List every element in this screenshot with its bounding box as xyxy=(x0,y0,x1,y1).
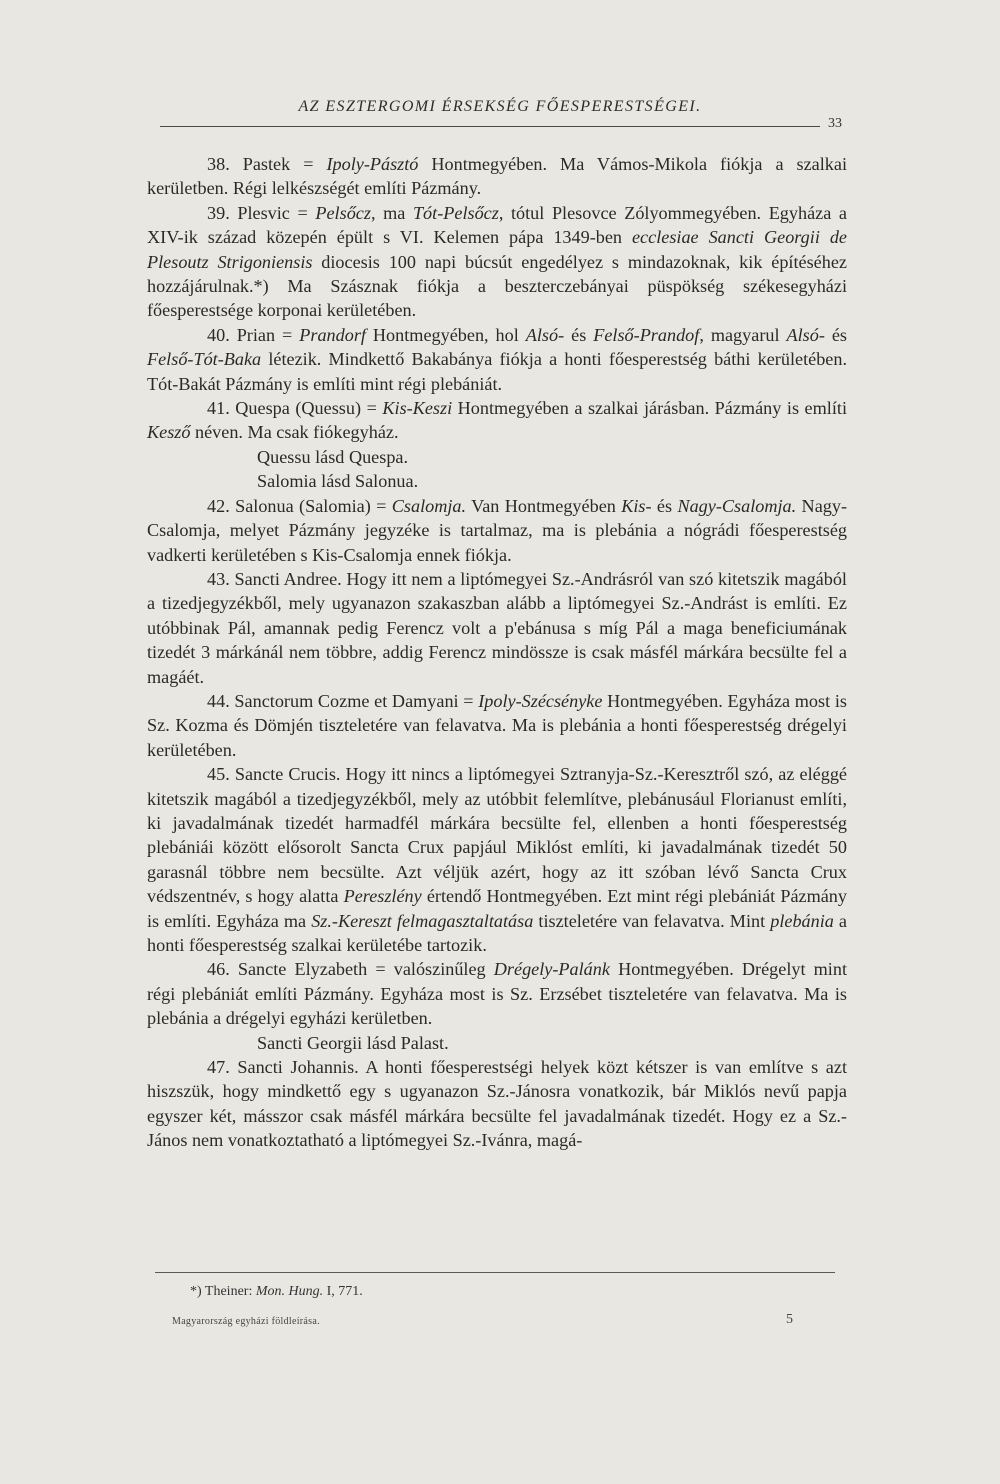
entry-paragraph xyxy=(147,1055,847,1153)
text-run: 40. Prian = xyxy=(207,324,300,345)
text-run: 41. Quespa (Quessu) = xyxy=(207,398,383,419)
entry-paragraph xyxy=(147,689,847,762)
italic-term: Kesző xyxy=(147,422,191,443)
italic-term: Nagy-Csalomja. xyxy=(677,495,797,516)
italic-term: Sz.-Kereszt felmagasztaltatása xyxy=(311,910,534,931)
text-run: Hontmegyében, hol xyxy=(365,324,526,345)
entry-paragraph xyxy=(147,201,847,323)
italic-term: Felső-Prandof xyxy=(593,324,700,345)
page-number: 33 xyxy=(828,116,842,131)
text-run: értendő Hontmegyében. Ezt mint régi plebániát Pázmány is említi. Egyháza ma xyxy=(147,886,847,931)
footnote-rest: I, 771. xyxy=(323,1284,363,1299)
text-run: 43. Sancti Andree. Hogy itt nem a liptómegyei Sz.-Andrásról van szó kitetszik magából a tizedjegyzékből, mely ugyanazon szakaszban alább a liptómegyei Sz.-Andrást is említi. Ez utóbbinak Pál, amannak pedig Ferencz volt a p'ebánusa s míg Pál a maga beneficiumának tizedét 3 márkánál nem többre, addig Ferencz mindössze is csak másfél márkára becsülte fel a magáét. xyxy=(147,568,847,687)
signature-number: 5 xyxy=(786,1312,793,1327)
text-run: 46. Sancte Elyzabeth = valószinűleg xyxy=(207,959,494,980)
text-run: 38. Pastek = xyxy=(207,154,327,174)
italic-term: plebánia xyxy=(770,910,834,931)
text-run: 42. Salonua (Salomia) = xyxy=(207,495,392,516)
text-run: Hontmegyében a szalkai járásban. Pázmány is említi xyxy=(452,398,847,419)
entry-paragraph xyxy=(147,957,847,1030)
text-run: 45. Sancte Crucis. Hogy itt nincs a liptómegyei Sztranyja-Sz.-Keresztről szó, az eléggé kitetszik magából a tizedjegyzékből, mely az utóbbit felemlítve, plebánusául Florianust említi, ki javadalmának tizedét harmadfél márkára becsülte fel, ellenben a honti főesperestség plebániái között elősorolt Sancta Crux papjául Miklóst említi, ki javadalmának tizedét 50 garasnál többre nem becsülte. Azt véljük azért, hogy az itt szóban lévő Sancta Crux védszentnév, s hogy alatta xyxy=(147,764,847,907)
text-run: Hontmegyében. Egyháza most is Sz. Kozma és Dömjén tiszteletére van felavatva. Ma is plebánia a honti főesperestség drégelyi kerületében. xyxy=(147,690,847,760)
text-run: , ma xyxy=(370,202,413,223)
italic-term: Pereszlény xyxy=(343,886,422,907)
footnote-rule xyxy=(155,1272,835,1273)
text-run: Hontmegyében. Ma Vámos-Mikola fiókja a szalkai kerületben. Régi lelkészségét említi Pázmány. xyxy=(147,154,848,199)
italic-term: Ipoly-Pásztó xyxy=(326,154,419,174)
entry-paragraph xyxy=(147,323,847,396)
text-run: Quessu lásd Quespa. xyxy=(257,446,409,467)
text-run: Van Hontmegyében xyxy=(466,495,622,516)
italic-term: Csalomja. xyxy=(391,495,467,516)
text-run: diocesis 100 napi búcsút engedélyez s mindazoknak, kik építéséhez hozzájárulnak.*) Ma Szásznak fiókja a beszterczebányai püspökség székesegyházi főesperestsége korponai kerületében. xyxy=(147,251,847,321)
text-run: Hontmegyében. Drégelyt mint régi plebániát említi Pázmány. Egyháza most is Sz. Erzsébet tiszteletére van felavatva. Ma is plebánia a drégelyi egyházi kerületben. xyxy=(147,959,848,1029)
italic-term: Pelsőcz xyxy=(315,202,371,223)
italic-term: Kis-Keszi xyxy=(382,398,453,419)
entry-paragraph xyxy=(147,152,847,201)
text-run: , tótul Plesovce Zólyommegyében. Egyháza a XIV-ik század közepén épült s VI. Kelemen pápa 1349-ben xyxy=(147,202,847,248)
text-run: néven. Ma csak fiókegyház. xyxy=(190,422,399,443)
text-run: Nagy-Csalomja, melyet Pázmány jegyzéke is tartalmaz, ma is plebánia a nógrádi főesperestség vadkerti kerületében s Kis-Csalomja ennek fiókja. xyxy=(147,495,848,565)
cross-reference xyxy=(147,1031,847,1055)
entry-paragraph xyxy=(147,396,847,445)
text-run: 44. Sanctorum Cozme et Damyani = xyxy=(207,690,479,711)
running-title: AZ ESZTERGOMI ÉRSEKSÉG FŐESPERESTSÉGEI. xyxy=(298,98,702,115)
italic-term: Drégely-Palánk xyxy=(493,959,610,980)
text-run: tiszteletére van felavatva. Mint xyxy=(533,910,771,931)
italic-term: Ipoly-Szécsényke xyxy=(478,690,603,711)
text-run: , magyarul xyxy=(699,324,787,345)
cross-reference xyxy=(147,469,847,493)
entry-paragraph xyxy=(147,494,847,567)
header-rule xyxy=(160,126,820,127)
entry-paragraph xyxy=(147,567,847,689)
signature-line: Magyarország egyházi földleírása. xyxy=(172,1316,320,1327)
italic-term: Kis- xyxy=(621,495,652,516)
body-text xyxy=(147,152,847,1153)
text-run: 39. Plesvic = xyxy=(207,202,316,223)
italic-term: Prandorf xyxy=(299,324,366,345)
text-run: és xyxy=(824,324,847,345)
text-run: és xyxy=(651,495,678,516)
cross-reference xyxy=(147,445,847,469)
footnote xyxy=(190,1284,363,1300)
italic-term: Alsó- xyxy=(786,324,825,345)
text-run: Sancti Georgii lásd Palast. xyxy=(257,1032,449,1053)
italic-term: ecclesiae Sancti Georgii de Plesoutz Strigoniensis xyxy=(147,227,848,272)
italic-term: Tót-Pelsőcz xyxy=(412,202,499,223)
footnote-source: Mon. Hung. xyxy=(255,1284,324,1299)
text-run: és xyxy=(564,324,594,345)
entry-paragraph xyxy=(147,762,847,957)
text-run: Salomia lásd Salonua. xyxy=(257,471,419,492)
italic-term: Felső-Tót-Baka xyxy=(147,349,262,370)
footnote-mark: *) Theiner: xyxy=(190,1284,256,1299)
text-run: 47. Sancti Johannis. A honti főesperestségi helyek közt kétszer is van említve s azt hiszszük, hogy mindkettő egy s ugyanazon Sz.-Jánosra vonatkozik, bár Miklós nevű papja egyszer két, másszor csak másfél márkára becsülte fel javadalmának tizedét. Hogy ez a Sz.-János nem vonatkoztatható a liptómegyei Sz.-Ivánra, magá- xyxy=(147,1057,847,1151)
text-run: a honti főesperestség szalkai kerületébe tartozik. xyxy=(147,910,848,955)
text-run: létezik. Mindkettő Bakabánya fiókja a honti főesperestség báthi kerületében. Tót-Bakát Pázmány is említi mint régi plebániát. xyxy=(147,349,847,394)
italic-term: Alsó- xyxy=(525,324,565,345)
